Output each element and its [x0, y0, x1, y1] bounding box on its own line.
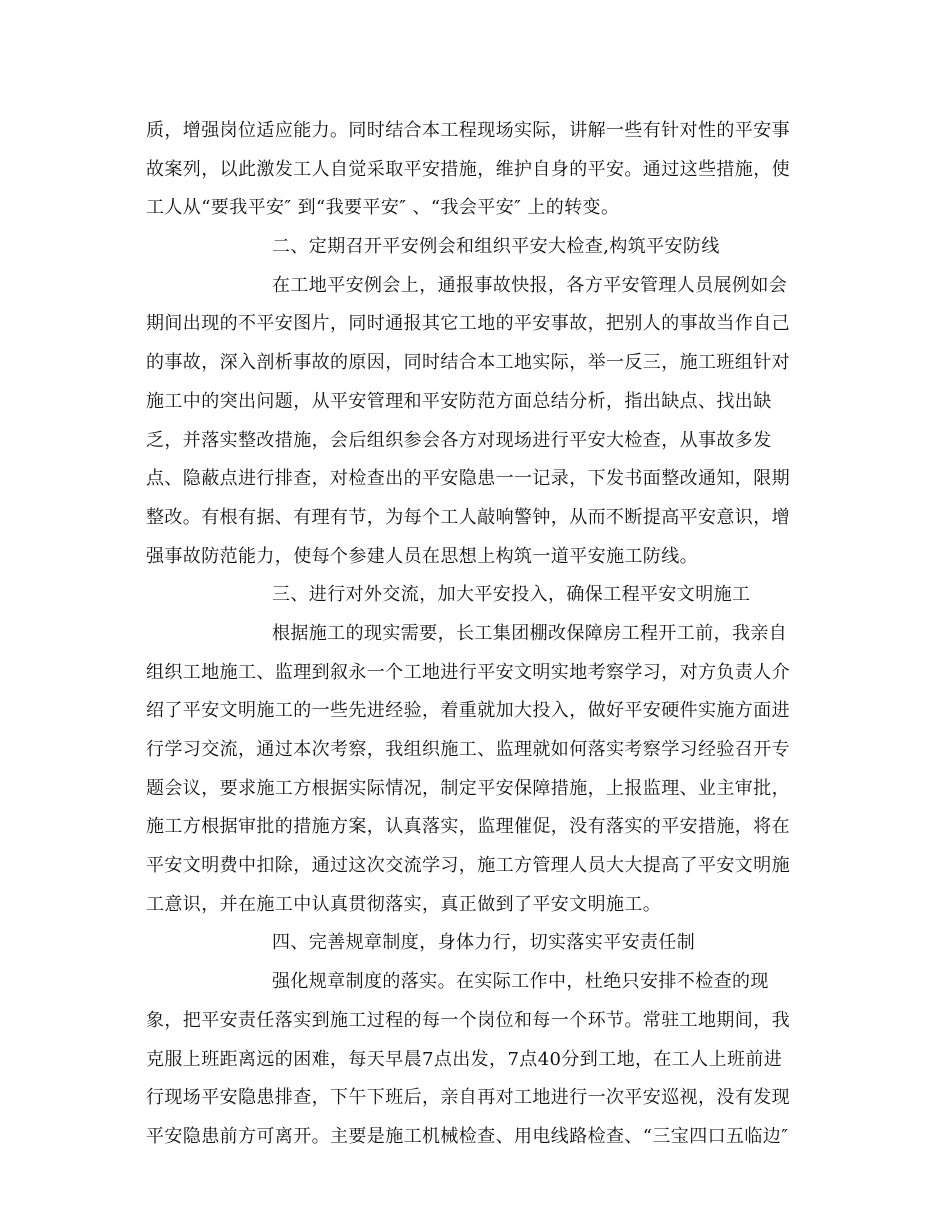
- text-line: 故案列，以此激发工人自觉采取平安措施，维护自身的平安。通过这些措施，使: [146, 158, 790, 180]
- text-line: 的事故，深入剖析事故的原因，同时结合本工地实际，举一反三，施工班组针对: [146, 352, 790, 374]
- section-heading-2: 二、定期召开平安例会和组织平安大检查,构筑平安防线: [272, 236, 720, 258]
- paragraph-start: 根据施工的现实需要，长工集团棚改保障房工程开工前，我亲自: [272, 622, 788, 644]
- text-line: 平安隐患前方可离开。主要是施工机械检查、用电线路检查、“三宝四口五临边″: [146, 1125, 789, 1147]
- text-line: 质，增强岗位适应能力。同时结合本工程现场实际，讲解一些有针对性的平安事: [146, 120, 790, 141]
- text-line: 题会议，要求施工方根据实际情况，制定平安保障措施，上报监理、业主审批，: [146, 777, 790, 799]
- text-line: 绍了平安文明施工的一些先进经验，着重就加大投入，做好平安硬件实施方面进: [146, 700, 790, 722]
- text-line: 行学习交流，通过本次考察，我组织施工、监理就如何落实考察学习经验召开专: [146, 739, 790, 760]
- paragraph-start: 强化规章制度的落实。在实际工作中，杜绝只安排不检查的现: [272, 971, 769, 993]
- section-heading-4: 四、完善规章制度，身体力行，切实落实平安责任制: [272, 932, 696, 954]
- section-heading-3: 三、进行对外交流，加大平安投入，确保工程平安文明施工: [272, 584, 751, 606]
- text-line: 施工中的突出问题，从平安管理和平安防范方面总结分析，指出缺点、找出缺: [146, 390, 772, 412]
- text-line: 行现场平安隐患排查，下午下班后，亲自再对工地进行一次平安巡视，没有发现: [146, 1087, 790, 1109]
- text-line: 点、隐蔽点进行排查，对检查出的平安隐患一一记录，下发书面整改通知，限期: [146, 468, 790, 490]
- text-line: 整改。有根有据、有理有节，为每个工人敲响警钟，从而不断提高平安意识，增: [146, 506, 790, 528]
- text-line: 组织工地施工、监理到叙永一个工地进行平安文明实地考察学习，对方负责人介: [146, 661, 790, 683]
- text-line: 乏，并落实整改措施，会后组织参会各方对现场进行平安大检查，从事故多发: [146, 429, 772, 451]
- paragraph-start: 在工地平安例会上，通报事故快报，各方平安管理人员展例如会: [272, 274, 788, 296]
- text-line: 强事故防范能力，使每个参建人员在思想上构筑一道平安施工防线。: [146, 545, 698, 567]
- text-line: 工意识，并在施工中认真贯彻落实，真正做到了平安文明施工。: [146, 893, 662, 915]
- text-line: 期间出现的不平安图片，同时通报其它工地的平安事故，把别人的事故当作自己: [146, 313, 790, 335]
- text-line: 象，把平安责任落实到施工过程的每一个岗位和每一个环节。常驻工地期间，我: [146, 1009, 790, 1031]
- document-body: [146, 112, 814, 1157]
- text-line: 克服上班距离远的困难，每天早晨7点出发，7点40分到工地，在工人上班前进: [146, 1048, 783, 1070]
- text-line: 施工方根据审批的措施方案，认真落实，监理催促，没有落实的平安措施，将在: [146, 816, 790, 838]
- text-line: 工人从“要我平安″ 到“我要平安″ 、“我会平安″ 上的转变。: [146, 197, 620, 219]
- text-line: 平安文明费中扣除，通过这次交流学习，施工方管理人员大大提高了平安文明施: [146, 855, 790, 877]
